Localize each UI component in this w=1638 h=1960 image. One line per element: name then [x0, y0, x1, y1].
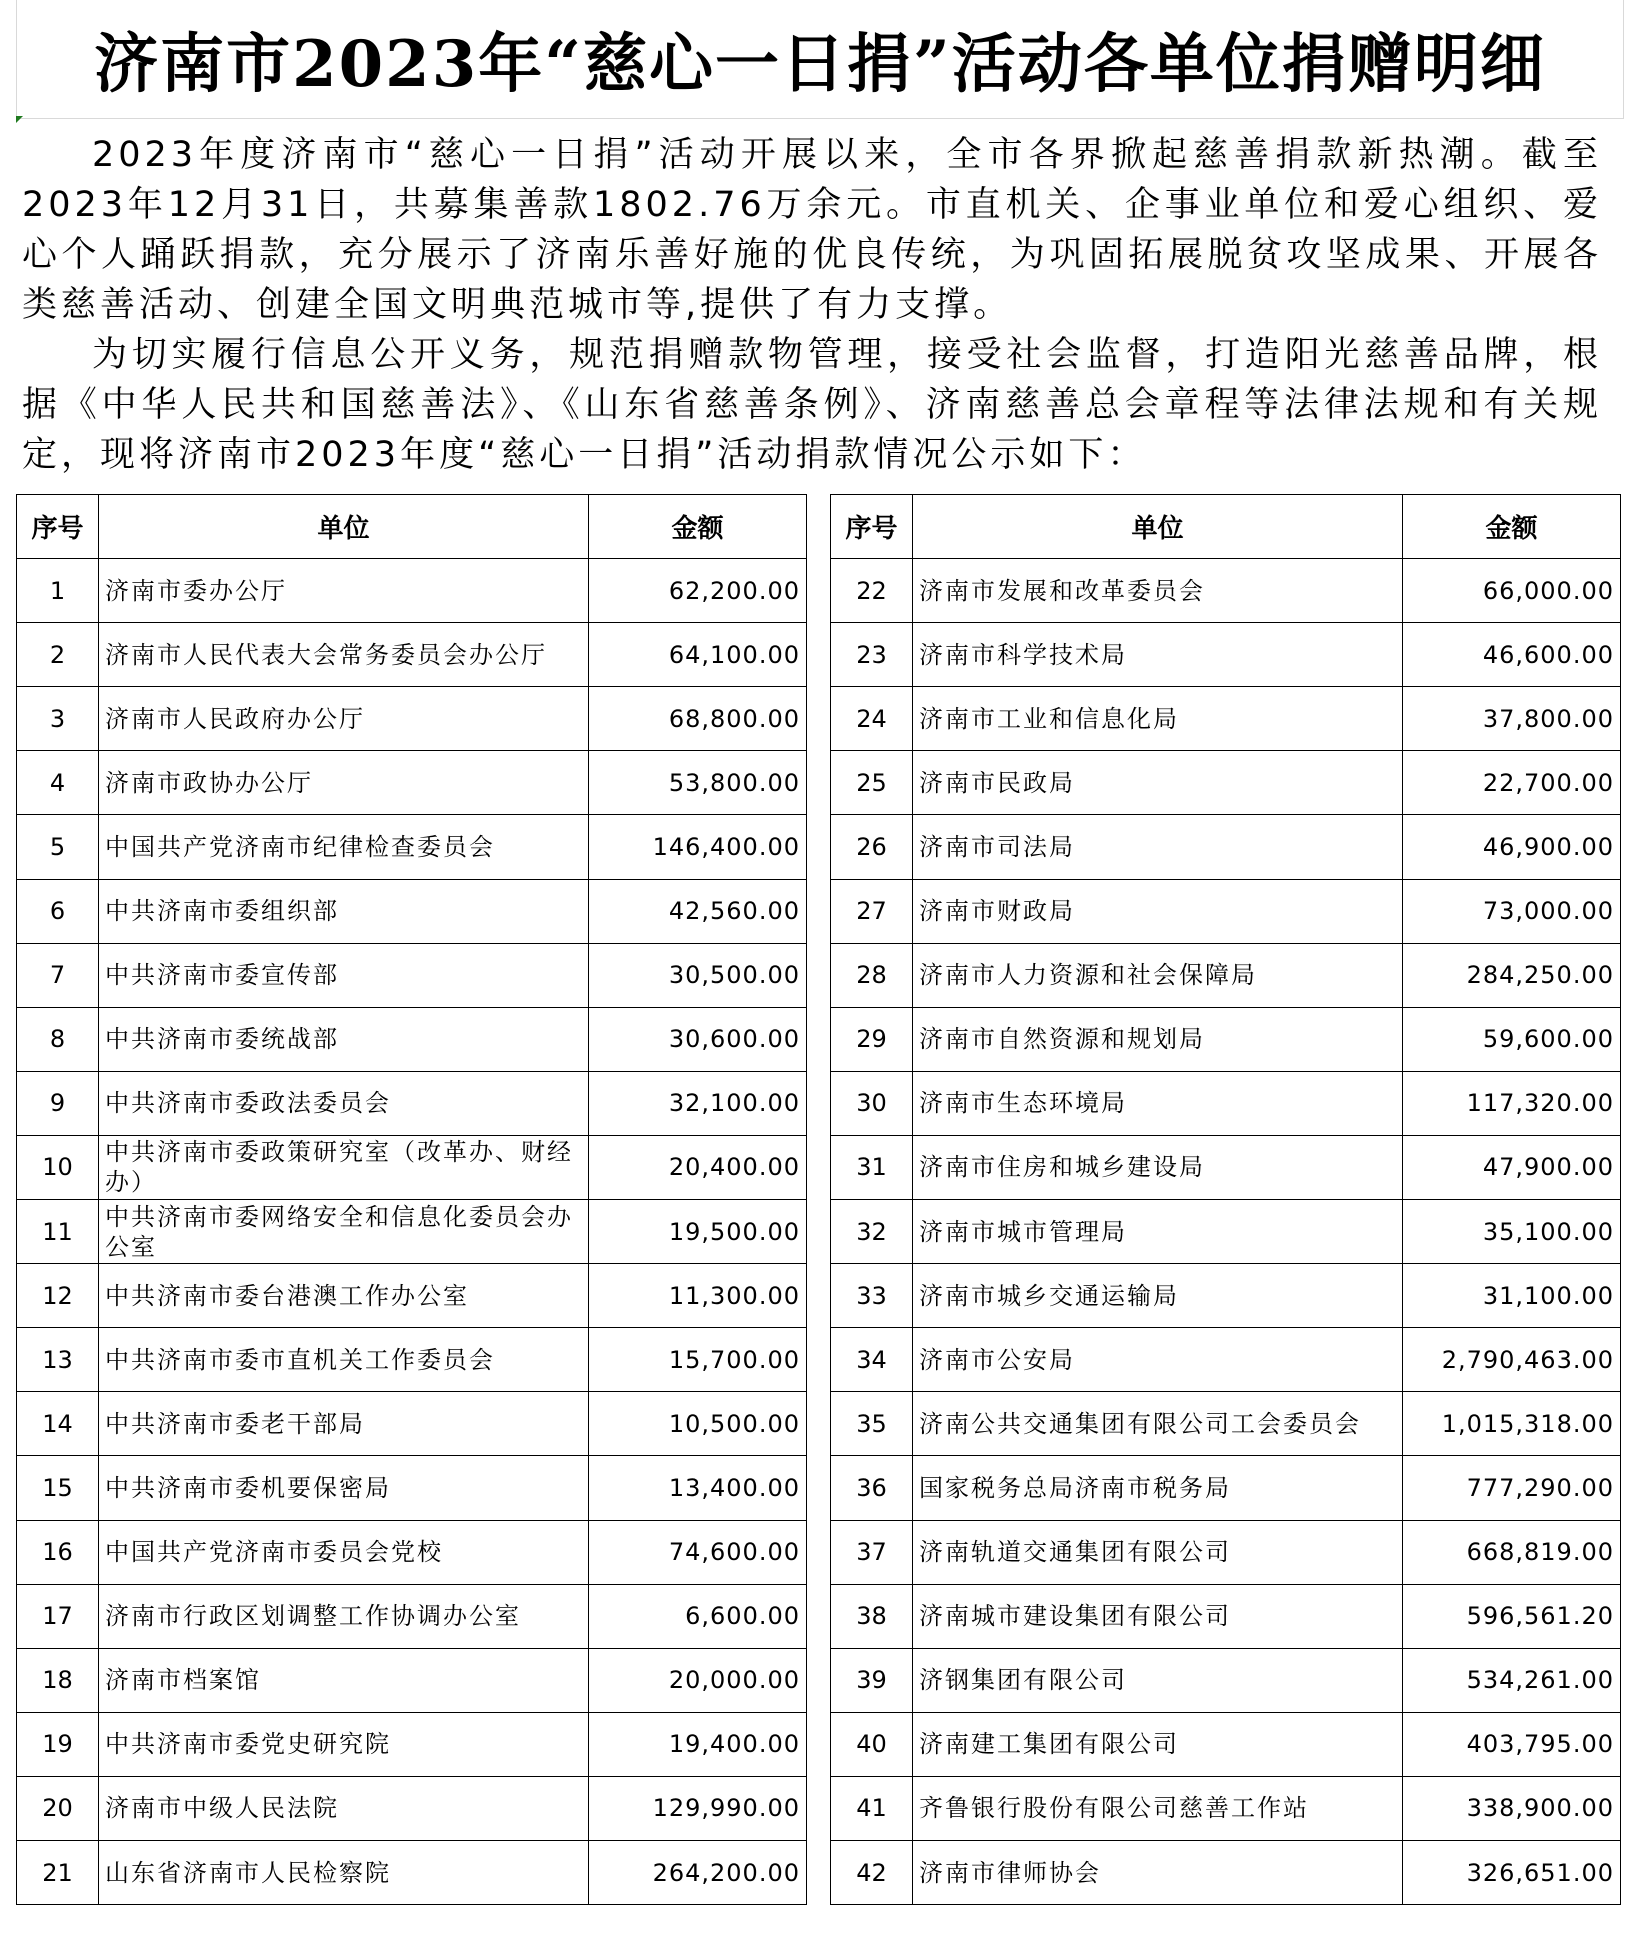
row-number: 26: [831, 815, 913, 879]
donation-amount: 534,261.00: [1403, 1648, 1621, 1712]
donation-table-wrapper: [16, 494, 1621, 1905]
unit-name: 济南市中级人民法院: [99, 1776, 589, 1840]
donation-amount: 19,400.00: [589, 1712, 807, 1776]
column-gap: [807, 1456, 831, 1520]
table-row: [17, 1584, 1621, 1648]
donation-amount: 117,320.00: [1403, 1071, 1621, 1135]
column-gap: [807, 1584, 831, 1648]
donation-amount: 62,200.00: [589, 559, 807, 623]
row-number: 13: [17, 1328, 99, 1392]
donation-amount: 326,651.00: [1403, 1840, 1621, 1904]
header-unit-left: 单位: [99, 495, 589, 559]
intro-paragraph-2: 为切实履行信息公开义务，规范捐赠款物管理，接受社会监督，打造阳光慈善品牌，根据《中华人民共和国慈善法》、《山东省慈善条例》、济南慈善总会章程等法律法规和有关规定，现将济南市2023年度“慈心一日捐”活动捐款情况公示如下：: [22, 335, 1602, 475]
row-number: 30: [831, 1071, 913, 1135]
donation-amount: 284,250.00: [1403, 943, 1621, 1007]
donation-amount: 46,900.00: [1403, 815, 1621, 879]
header-no-right: 序号: [831, 495, 913, 559]
donation-amount: 73,000.00: [1403, 879, 1621, 943]
row-number: 42: [831, 1840, 913, 1904]
table-row: [17, 1648, 1621, 1712]
row-number: 19: [17, 1712, 99, 1776]
donation-amount: 47,900.00: [1403, 1135, 1621, 1199]
donation-amount: 264,200.00: [589, 1840, 807, 1904]
row-number: 25: [831, 751, 913, 815]
table-row: [17, 1840, 1621, 1904]
table-row: [17, 1456, 1621, 1520]
row-number: 1: [17, 559, 99, 623]
unit-name: 中国共产党济南市委员会党校: [99, 1520, 589, 1584]
table-row: [17, 815, 1621, 879]
donation-amount: 6,600.00: [589, 1584, 807, 1648]
row-number: 27: [831, 879, 913, 943]
donation-amount: 13,400.00: [589, 1456, 807, 1520]
donation-amount: 42,560.00: [589, 879, 807, 943]
row-number: 41: [831, 1776, 913, 1840]
intro-paragraph-1: 2023年度济南市“慈心一日捐”活动开展以来，全市各界掀起慈善捐款新热潮。截至2023年12月31日，共募集善款1802.76万余元。市直机关、企事业单位和爱心组织、爱心个人踊跃捐款，充分展示了济南乐善好施的优良传统，为巩固拓展脱贫攻坚成果、开展各类慈善活动、创建全国文明典范城市等,提供了有力支撑。: [22, 135, 1602, 325]
donation-amount: 777,290.00: [1403, 1456, 1621, 1520]
unit-name: 中共济南市委政法委员会: [99, 1071, 589, 1135]
column-gap: [807, 1007, 831, 1071]
donation-amount: 53,800.00: [589, 751, 807, 815]
donation-amount: 68,800.00: [589, 687, 807, 751]
row-number: 21: [17, 1840, 99, 1904]
row-number: 32: [831, 1200, 913, 1264]
column-gap: [807, 559, 831, 623]
row-number: 33: [831, 1264, 913, 1328]
donation-amount: 31,100.00: [1403, 1264, 1621, 1328]
unit-name: 济南市住房和城乡建设局: [913, 1135, 1403, 1199]
unit-name: 济南市工业和信息化局: [913, 687, 1403, 751]
donation-amount: 2,790,463.00: [1403, 1328, 1621, 1392]
column-gap: [807, 1392, 831, 1456]
unit-name: 济南建工集团有限公司: [913, 1712, 1403, 1776]
column-gap: [807, 879, 831, 943]
column-gap: [807, 623, 831, 687]
unit-name: 中国共产党济南市纪律检查委员会: [99, 815, 589, 879]
unit-name: 中共济南市委政策研究室（改革办、财经办）: [99, 1135, 589, 1199]
unit-name: 济南市行政区划调整工作协调办公室: [99, 1584, 589, 1648]
row-number: 6: [17, 879, 99, 943]
donation-amount: 338,900.00: [1403, 1776, 1621, 1840]
column-gap: [807, 687, 831, 751]
donation-amount: 20,000.00: [589, 1648, 807, 1712]
donation-amount: 35,100.00: [1403, 1200, 1621, 1264]
unit-name: 济南市民政局: [913, 751, 1403, 815]
column-gap: [807, 1840, 831, 1904]
table-row: [17, 1328, 1621, 1392]
unit-name: 济南市发展和改革委员会: [913, 559, 1403, 623]
unit-name: 中共济南市委党史研究院: [99, 1712, 589, 1776]
column-gap: [807, 495, 831, 559]
column-gap: [807, 943, 831, 1007]
unit-name: 济南市城乡交通运输局: [913, 1264, 1403, 1328]
table-row: [17, 1007, 1621, 1071]
table-header-row: [17, 495, 1621, 559]
row-number: 2: [17, 623, 99, 687]
donation-amount: 146,400.00: [589, 815, 807, 879]
unit-name: 济南市人民政府办公厅: [99, 687, 589, 751]
donation-amount: 403,795.00: [1403, 1712, 1621, 1776]
donation-amount: 74,600.00: [589, 1520, 807, 1584]
row-number: 39: [831, 1648, 913, 1712]
unit-name: 济南城市建设集团有限公司: [913, 1584, 1403, 1648]
unit-name: 国家税务总局济南市税务局: [913, 1456, 1403, 1520]
unit-name: 中共济南市委宣传部: [99, 943, 589, 1007]
unit-name: 济南市科学技术局: [913, 623, 1403, 687]
row-number: 17: [17, 1584, 99, 1648]
table-row: [17, 1712, 1621, 1776]
row-number: 37: [831, 1520, 913, 1584]
unit-name: 济南公共交通集团有限公司工会委员会: [913, 1392, 1403, 1456]
unit-name: 中共济南市委组织部: [99, 879, 589, 943]
header-amount-right: 金额: [1403, 495, 1621, 559]
unit-name: 济南市公安局: [913, 1328, 1403, 1392]
row-number: 36: [831, 1456, 913, 1520]
unit-name: 山东省济南市人民检察院: [99, 1840, 589, 1904]
row-number: 40: [831, 1712, 913, 1776]
header-unit-right: 单位: [913, 495, 1403, 559]
donation-amount: 596,561.20: [1403, 1584, 1621, 1648]
donation-table: [16, 494, 1621, 1905]
table-row: [17, 751, 1621, 815]
unit-name: 济南市委办公厅: [99, 559, 589, 623]
table-row: [17, 1071, 1621, 1135]
row-number: 3: [17, 687, 99, 751]
row-number: 18: [17, 1648, 99, 1712]
table-row: [17, 1135, 1621, 1199]
donation-amount: 15,700.00: [589, 1328, 807, 1392]
unit-name: 济南市人民代表大会常务委员会办公厅: [99, 623, 589, 687]
unit-name: 济南市自然资源和规划局: [913, 1007, 1403, 1071]
donation-amount: 46,600.00: [1403, 623, 1621, 687]
column-gap: [807, 1071, 831, 1135]
unit-name: 中共济南市委机要保密局: [99, 1456, 589, 1520]
cell-comment-marker: [16, 116, 23, 123]
row-number: 9: [17, 1071, 99, 1135]
column-gap: [807, 1648, 831, 1712]
column-gap: [807, 751, 831, 815]
donation-amount: 64,100.00: [589, 623, 807, 687]
row-number: 34: [831, 1328, 913, 1392]
unit-name: 中共济南市委市直机关工作委员会: [99, 1328, 589, 1392]
donation-amount: 22,700.00: [1403, 751, 1621, 815]
unit-name: 中共济南市委老干部局: [99, 1392, 589, 1456]
row-number: 7: [17, 943, 99, 1007]
donation-amount: 10,500.00: [589, 1392, 807, 1456]
donation-amount: 129,990.00: [589, 1776, 807, 1840]
row-number: 12: [17, 1264, 99, 1328]
table-row: [17, 1392, 1621, 1456]
donation-amount: 59,600.00: [1403, 1007, 1621, 1071]
unit-name: 中共济南市委统战部: [99, 1007, 589, 1071]
table-row: [17, 1776, 1621, 1840]
row-number: 22: [831, 559, 913, 623]
unit-name: 济南市档案馆: [99, 1648, 589, 1712]
donation-amount: 32,100.00: [589, 1071, 807, 1135]
table-row: [17, 879, 1621, 943]
table-row: [17, 943, 1621, 1007]
column-gap: [807, 1200, 831, 1264]
unit-name: 济南市城市管理局: [913, 1200, 1403, 1264]
header-amount-left: 金额: [589, 495, 807, 559]
page-title: 济南市2023年“慈心一日捐”活动各单位捐赠明细: [16, 0, 1624, 119]
row-number: 35: [831, 1392, 913, 1456]
row-number: 28: [831, 943, 913, 1007]
unit-name: 济南轨道交通集团有限公司: [913, 1520, 1403, 1584]
row-number: 24: [831, 687, 913, 751]
column-gap: [807, 1135, 831, 1199]
donation-amount: 30,500.00: [589, 943, 807, 1007]
donation-amount: 19,500.00: [589, 1200, 807, 1264]
donation-amount: 20,400.00: [589, 1135, 807, 1199]
intro-text: [22, 130, 1602, 480]
row-number: 16: [17, 1520, 99, 1584]
donation-amount: 11,300.00: [589, 1264, 807, 1328]
row-number: 11: [17, 1200, 99, 1264]
unit-name: 齐鲁银行股份有限公司慈善工作站: [913, 1776, 1403, 1840]
row-number: 4: [17, 751, 99, 815]
table-row: [17, 1264, 1621, 1328]
row-number: 5: [17, 815, 99, 879]
unit-name: 济南市律师协会: [913, 1840, 1403, 1904]
column-gap: [807, 1520, 831, 1584]
unit-name: 济钢集团有限公司: [913, 1648, 1403, 1712]
row-number: 14: [17, 1392, 99, 1456]
column-gap: [807, 1712, 831, 1776]
donation-amount: 668,819.00: [1403, 1520, 1621, 1584]
row-number: 8: [17, 1007, 99, 1071]
donation-amount: 37,800.00: [1403, 687, 1621, 751]
table-row: [17, 1520, 1621, 1584]
row-number: 29: [831, 1007, 913, 1071]
unit-name: 中共济南市委网络安全和信息化委员会办公室: [99, 1200, 589, 1264]
table-row: [17, 559, 1621, 623]
row-number: 10: [17, 1135, 99, 1199]
unit-name: 中共济南市委台港澳工作办公室: [99, 1264, 589, 1328]
row-number: 31: [831, 1135, 913, 1199]
row-number: 38: [831, 1584, 913, 1648]
table-row: [17, 687, 1621, 751]
unit-name: 济南市人力资源和社会保障局: [913, 943, 1403, 1007]
unit-name: 济南市财政局: [913, 879, 1403, 943]
row-number: 23: [831, 623, 913, 687]
table-row: [17, 623, 1621, 687]
row-number: 15: [17, 1456, 99, 1520]
row-number: 20: [17, 1776, 99, 1840]
unit-name: 济南市政协办公厅: [99, 751, 589, 815]
donation-amount: 66,000.00: [1403, 559, 1621, 623]
unit-name: 济南市司法局: [913, 815, 1403, 879]
header-no-left: 序号: [17, 495, 99, 559]
table-body: [17, 559, 1621, 1905]
column-gap: [807, 815, 831, 879]
column-gap: [807, 1328, 831, 1392]
column-gap: [807, 1264, 831, 1328]
unit-name: 济南市生态环境局: [913, 1071, 1403, 1135]
donation-amount: 30,600.00: [589, 1007, 807, 1071]
donation-amount: 1,015,318.00: [1403, 1392, 1621, 1456]
table-row: [17, 1200, 1621, 1264]
column-gap: [807, 1776, 831, 1840]
